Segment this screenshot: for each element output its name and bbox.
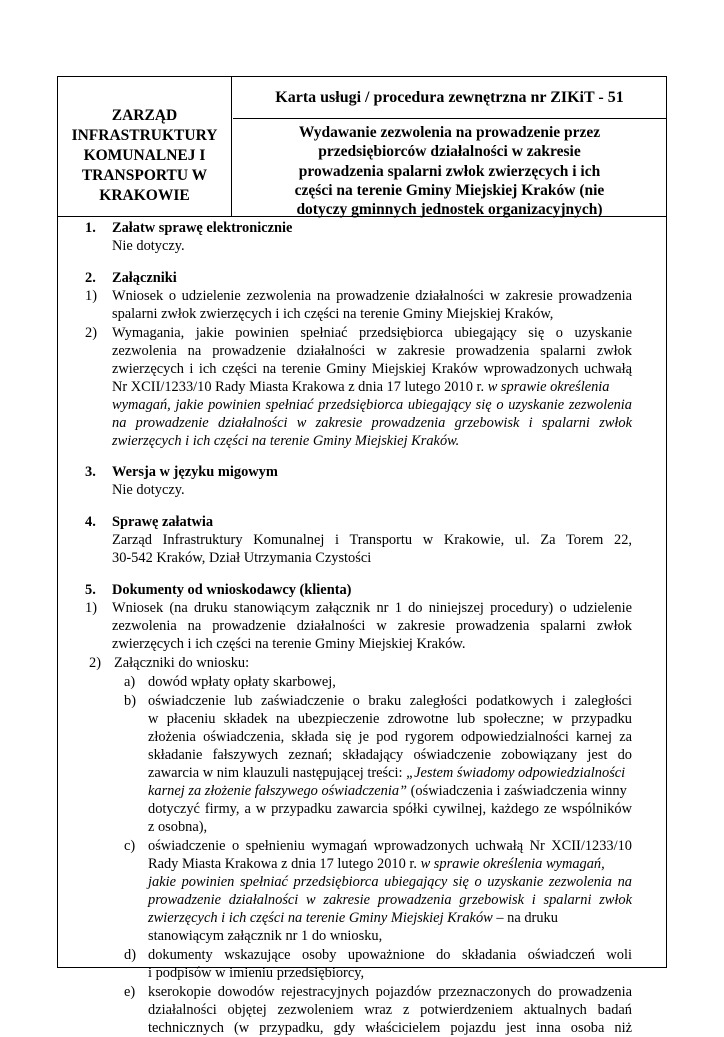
list-item-line: Wniosek o udzielenie zezwolenia na prowadzenie działalności w zakresie prowadzenia [112, 288, 632, 304]
sublist-item-line: kserokopie dowodów rejestracyjnych pojazdów przeznaczonych do prowadzenia [148, 984, 632, 1000]
section-title: Dokumenty od wnioskodawcy (klienta) [112, 582, 352, 598]
list-item-line: zwierzęcych i ich części na terenie Gminy Miejskiej Kraków. [112, 636, 466, 652]
org-line: KOMUNALNEJ I [83, 146, 206, 164]
section-heading-3 [85, 463, 278, 481]
text-part: zawarcia w nim klauzuli następującej treści: [148, 765, 403, 781]
card-header [58, 77, 666, 217]
sublist-marker: d) [124, 947, 136, 963]
sublist-item-line: technicznych (w przypadku, gdy właścicielem pojazdu jest inna osoba niż [148, 1020, 632, 1036]
list-item-line: spalarni zwłok zwierzęcych i ich części na terenie Gminy Miejskiej Kraków, [112, 306, 554, 322]
text-part: – na druku [496, 910, 558, 926]
sublist-item-line: dokumenty wskazujące osoby upoważnione do składania oświadczeń woli [148, 947, 632, 963]
sublist-item-line [148, 764, 625, 782]
sublist-item-line: oświadczenie o spełnieniu wymagań wprowadzonych uchwałą Nr XCII/1233/10 [148, 838, 632, 854]
regulation-title: w sprawie określenia wymagań, [420, 856, 605, 872]
sublist-item-line: jakie powinien spełniać przedsiębiorca ubiegający się o uzyskanie zezwolenia na [148, 874, 632, 890]
service-title-line: Wydawanie zezwolenia na prowadzenie przez [298, 124, 601, 141]
regulation-ref: Rady Miasta Krakowa z dnia 17 lutego 2010 r. [148, 856, 417, 872]
section-heading-1 [85, 219, 292, 237]
list-item-line: Załączniki do wniosku: [114, 655, 250, 671]
org-line: INFRASTRUKTURY [71, 126, 218, 144]
sublist-marker: e) [124, 984, 136, 1000]
section-number: 1. [85, 220, 96, 236]
sublist-item-line: z osobna), [148, 819, 208, 835]
sublist-item-line: oświadczenie lub zaświadczenie o braku zaległości podatkowych i zaległości [148, 693, 632, 709]
section-title: Wersja w języku migowym [112, 464, 278, 480]
org-line: KRAKOWIE [99, 186, 190, 204]
list-item-line: Wniosek (na druku stanowiącym załącznik nr 1 do niniejszej procedury) o udzielenie [112, 600, 632, 616]
section-text: Nie dotyczy. [112, 238, 185, 254]
list-item-line: wymagań, jakie powinien spełniać przedsiębiorca ubiegający się o uzyskanie zezwolenia [112, 397, 632, 413]
section-number: 2. [85, 270, 96, 286]
sublist-item-line: stanowiącym załącznik nr 1 do wniosku, [148, 928, 383, 944]
sublist-item-line: złożenia oświadczenia, składa się je pod rygorem odpowiedzialności karnej za [148, 729, 632, 745]
sublist-marker: a) [124, 674, 136, 690]
sublist-item-line: dowód wpłaty opłaty skarbowej, [148, 674, 336, 690]
service-title-line: dotyczy gminnych jednostek organizacyjnych) [296, 201, 603, 219]
sublist-item-line [148, 855, 605, 873]
section-title: Załatw sprawę elektronicznie [112, 220, 293, 236]
sublist-item-line [148, 782, 627, 800]
organization-name [58, 77, 232, 216]
regulation-title: zwierzęcych i ich części na terenie Gminy Miejskiej Kraków [148, 910, 493, 926]
section-number: 3. [85, 464, 96, 480]
sublist-item-line: i podpisów w imieniu przedsiębiorcy, [148, 965, 365, 981]
list-item-line [112, 378, 609, 396]
list-marker: 1) [85, 288, 97, 304]
clause-text: karnej za złożenie fałszywego oświadczenia” [148, 783, 408, 799]
procedure-card [57, 76, 667, 1036]
section-heading-4 [85, 513, 213, 531]
org-line: TRANSPORTU W [81, 166, 208, 184]
list-item-line: zwierzęcych i ich części na terenie Gminy Miejskiej Kraków. [112, 433, 460, 449]
text-part: (oświadczenia i zaświadczenia winny [410, 783, 627, 799]
list-marker: 2) [85, 325, 97, 341]
sublist-marker: c) [124, 838, 136, 854]
section-heading-5 [85, 581, 351, 599]
card-title: Karta usługi / procedura zewnętrzna nr ZIKiT - 51 [233, 77, 666, 119]
service-title-line: prowadzenia spalarni zwłok zwierzęcych i ich [298, 162, 601, 180]
list-item-line: zwierzęcych i ich części na terenie Gminy Miejskiej Kraków wprowadzonych uchwałą [112, 361, 632, 377]
list-item-line: na prowadzenie działalności w zakresie prowadzenia grzebowisk i spalarni zwłok [112, 415, 632, 431]
sublist-item-line: dotyczyć firmy, a w przypadku zawarcia spółki cywilnej, każdego ze wspólników [148, 801, 632, 817]
list-item-line: Wymagania, jakie powinien spełniać przedsiębiorca ubiegający się o uzyskanie [112, 325, 632, 341]
regulation-ref: Nr XCII/1233/10 Rady Miasta Krakowa z dnia 17 lutego 2010 r. [112, 379, 485, 395]
service-title [233, 119, 666, 219]
section-number: 5. [85, 582, 96, 598]
sublist-marker: b) [124, 693, 136, 709]
list-marker: 1) [85, 600, 97, 616]
org-line: ZARZĄD [111, 106, 178, 124]
section-text: 30-542 Kraków, Dział Utrzymania Czystości [112, 550, 372, 566]
section-heading-2 [85, 269, 177, 287]
sublist-item-line: prowadzenie działalności w zakresie prowadzenia grzebowisk i spalarni zwłok [148, 892, 632, 908]
regulation-title: w sprawie określenia [487, 379, 610, 395]
service-title-line: części na terenie Gminy Miejskiej Kraków (nie [294, 181, 605, 199]
section-title: Sprawę załatwia [112, 514, 214, 530]
section-text: Nie dotyczy. [112, 482, 185, 498]
sublist-item-line [148, 909, 558, 927]
sublist-item-line: składanie fałszywych zeznań; składający oświadczenie zobowiązany jest do [148, 747, 632, 763]
section-title: Załączniki [112, 270, 177, 286]
section-text: Zarząd Infrastruktury Komunalnej i Transportu w Krakowie, ul. Za Torem 22, [112, 532, 632, 548]
list-marker: 2) [89, 655, 101, 671]
clause-text: „Jestem świadomy odpowiedzialności [406, 765, 626, 781]
service-title-line: przedsiębiorców działalności w zakresie [318, 143, 581, 161]
sublist-item-line: w płaceniu składek na ubezpieczenie zdrowotne lub społeczne; w przypadku [148, 711, 632, 727]
section-number: 4. [85, 514, 96, 530]
list-item-line: zezwolenia na prowadzenie działalności w zakresie prowadzenia spalarni zwłok [112, 618, 632, 634]
list-item-line: zezwolenia na prowadzenie działalności w zakresie prowadzenia spalarni zwłok [112, 343, 632, 359]
sublist-item-line: działalności objętej zezwoleniem wraz z potwierdzeniem aktualnych badań [148, 1002, 632, 1018]
